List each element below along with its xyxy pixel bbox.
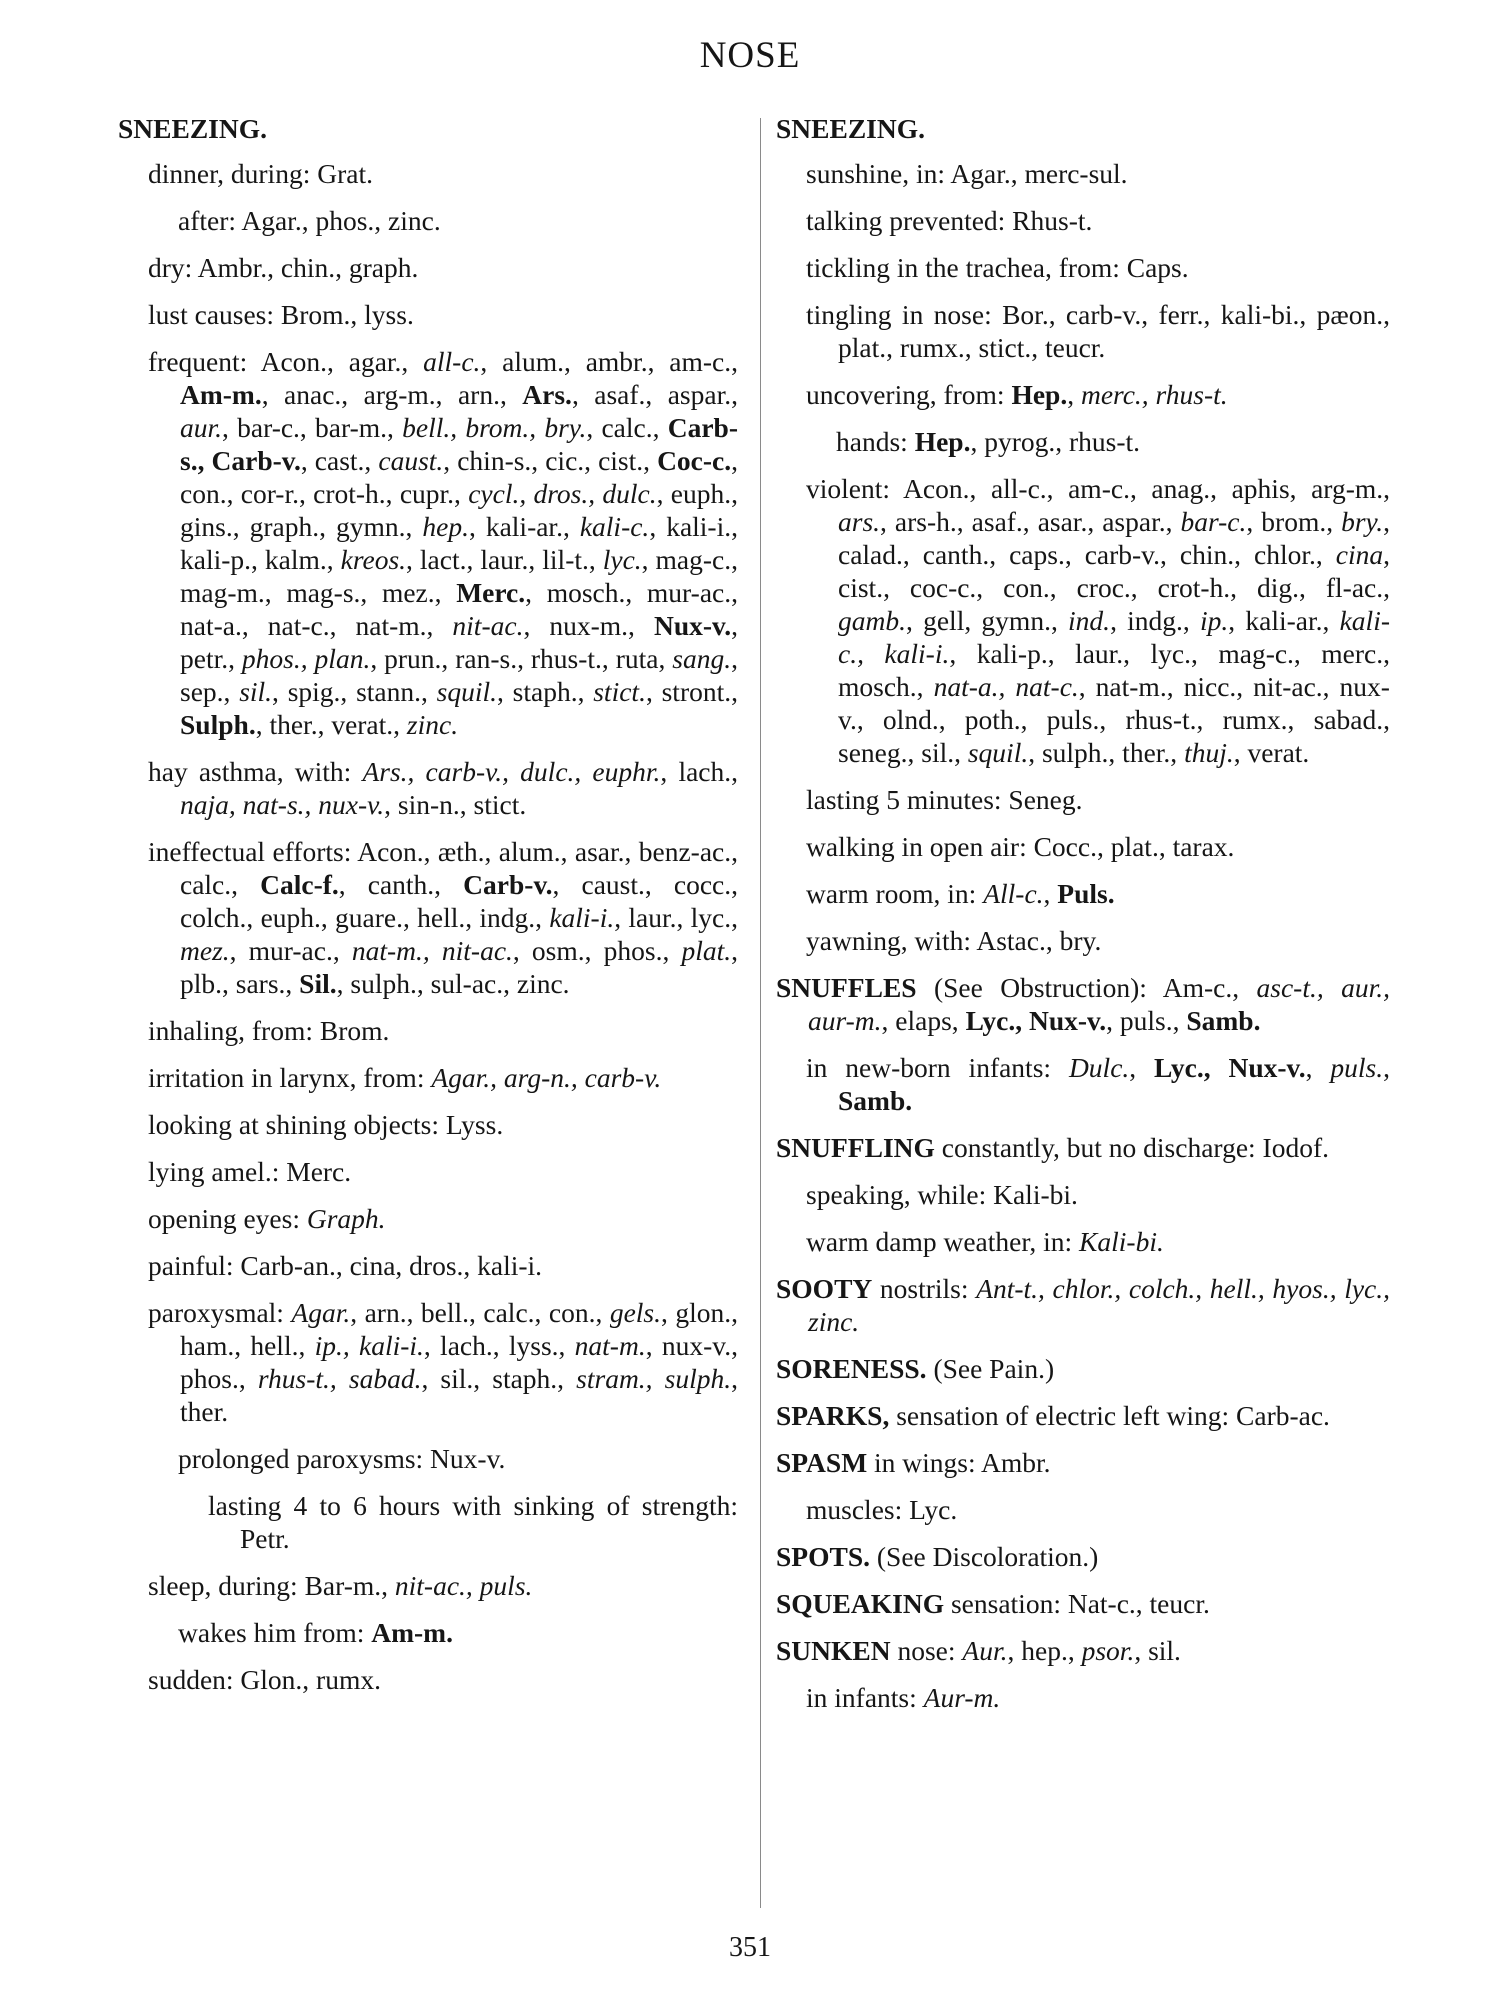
sub-rubric-entry: hay asthma, with: Ars., carb-v., dulc., euphr., lach., naja, nat-s., nux-v., sin-n., stict. <box>148 756 738 820</box>
rubric-entry: SPASM in wings: Ambr. <box>776 1447 1051 1478</box>
right-column <box>776 112 1390 1728</box>
sub-rubric-entry: violent: Acon., all-c., am-c., anag., aphis, arg-m., ars., ars-h., asaf., asar., aspar., bar-c., brom., bry., calad., canth., caps., carb-v., chin., chlor., cina, cist., coc-c., con., croc., crot-h., dig., fl-ac., gamb., gell, gymn., ind., indg., ip., kali-ar., kali-c., kali-i., kali-p., laur., lyc., mag-c., merc., mosch., nat-a., nat-c., nat-m., nicc., nit-ac., nux-v., olnd., poth., puls., rhus-t., rumx., sabad., seneg., sil., squil., sulph., ther., thuj., verat. <box>806 473 1390 768</box>
sub-rubric-entry: lust causes: Brom., lyss. <box>148 299 414 330</box>
sub-rubric-entry: warm room, in: All-c., Puls. <box>806 878 1115 909</box>
sub-rubric-entry: lying amel.: Merc. <box>148 1156 352 1187</box>
sub-rubric-entry: muscles: Lyc. <box>806 1494 958 1525</box>
right-entries <box>776 157 1390 1714</box>
sub-rubric-entry: irritation in larynx, from: Agar., arg-n., carb-v. <box>148 1062 662 1093</box>
rubric-entry: SPOTS. (See Discoloration.) <box>776 1541 1099 1572</box>
sub-rubric-entry: sleep, during: Bar-m., nit-ac., puls. <box>148 1570 533 1601</box>
sub-rubric-entry: dinner, during: Grat. <box>148 158 373 189</box>
section-heading: SNEEZING. <box>118 113 268 144</box>
column-divider <box>760 118 761 1908</box>
sub-rubric-entry: hands: Hep., pyrog., rhus-t. <box>836 426 1141 457</box>
sub-rubric-entry: after: Agar., phos., zinc. <box>178 205 441 236</box>
sub-rubric-entry: lasting 5 minutes: Seneg. <box>806 784 1083 815</box>
sub-rubric-entry: tickling in the trachea, from: Caps. <box>806 252 1189 283</box>
sub-rubric-entry: talking prevented: Rhus-t. <box>806 205 1093 236</box>
running-head: NOSE <box>699 35 801 76</box>
sub-rubric-entry: wakes him from: Am-m. <box>178 1617 453 1648</box>
left-column <box>118 112 738 1710</box>
sub-rubric-entry: in new-born infants: Dulc., Lyc., Nux-v., puls., Samb. <box>806 1052 1390 1116</box>
sub-rubric-entry: ineffectual efforts: Acon., æth., alum., asar., benz-ac., calc., Calc-f., canth., Carb-v., caust., cocc., colch., euph., guare., hell., indg., kali-i., laur., lyc., mez., mur-ac., nat-m., nit-ac., osm., phos., plat., plb., sars., Sil., sulph., sul-ac., zinc. <box>148 836 738 999</box>
rubric-entry: SOOTY nostrils: Ant-t., chlor., colch., hell., hyos., lyc., zinc. <box>776 1273 1390 1337</box>
left-entries <box>118 157 738 1696</box>
sub-rubric-entry: painful: Carb-an., cina, dros., kali-i. <box>148 1250 543 1281</box>
sub-rubric-entry: lasting 4 to 6 hours with sinking of strength: Petr. <box>208 1490 738 1554</box>
sub-rubric-entry: frequent: Acon., agar., all-c., alum., ambr., am-c., Am-m., anac., arg-m., arn., Ars., asaf., aspar., aur., bar-c., bar-m., bell., brom., bry., calc., Carb-s., Carb-v., cast., caust., chin-s., cic., cist., Coc-c., con., cor-r., crot-h., cupr., cycl., dros., dulc., euph., gins., graph., gymn., hep., kali-ar., kali-c., kali-i., kali-p., kalm., kreos., lact., laur., lil-t., lyc., mag-c., mag-m., mag-s., mez., Merc., mosch., mur-ac., nat-a., nat-c., nat-m., nit-ac., nux-m., Nux-v., petr., phos., plan., prun., ran-s., rhus-t., ruta, sang., sep., sil., spig., stann., squil., staph., stict., stront., Sulph., ther., verat., zinc. <box>148 346 739 740</box>
sub-rubric-entry: yawning, with: Astac., bry. <box>806 925 1102 956</box>
rubric-entry: SPARKS, sensation of electric left wing: Carb-ac. <box>776 1400 1330 1431</box>
page-number: 351 <box>729 1932 771 1963</box>
sub-rubric-entry: paroxysmal: Agar., arn., bell., calc., con., gels., glon., ham., hell., ip., kali-i., lach., lyss., nat-m., nux-v., phos., rhus-t., sabad., sil., staph., stram., sulph., ther. <box>148 1297 739 1427</box>
rubric-entry: SNUFFLING constantly, but no discharge: Iodof. <box>776 1132 1329 1163</box>
sub-rubric-entry: in infants: Aur-m. <box>806 1682 1001 1713</box>
sub-rubric-entry: inhaling, from: Brom. <box>148 1015 390 1046</box>
sub-rubric-entry: warm damp weather, in: Kali-bi. <box>806 1226 1164 1257</box>
sub-rubric-entry: opening eyes: Graph. <box>148 1203 386 1234</box>
sub-rubric-entry: looking at shining objects: Lyss. <box>148 1109 504 1140</box>
sub-rubric-entry: tingling in nose: Bor., carb-v., ferr., kali-bi., pæon., plat., rumx., stict., teucr. <box>806 299 1390 363</box>
sub-rubric-entry: sudden: Glon., rumx. <box>148 1664 381 1695</box>
rubric-entry: SNUFFLES (See Obstruction): Am-c., asc-t., aur., aur-m., elaps, Lyc., Nux-v., puls., Samb. <box>776 972 1390 1036</box>
sub-rubric-entry: speaking, while: Kali-bi. <box>806 1179 1078 1210</box>
sub-rubric-entry: sunshine, in: Agar., merc-sul. <box>806 158 1128 189</box>
sub-rubric-entry: prolonged paroxysms: Nux-v. <box>178 1443 506 1474</box>
sub-rubric-entry: dry: Ambr., chin., graph. <box>148 252 419 283</box>
sub-rubric-entry: uncovering, from: Hep., merc., rhus-t. <box>806 379 1228 410</box>
rubric-entry: SORENESS. (See Pain.) <box>776 1353 1055 1384</box>
rubric-entry: SUNKEN nose: Aur., hep., psor., sil. <box>776 1635 1181 1666</box>
section-heading: SNEEZING. <box>776 113 926 144</box>
sub-rubric-entry: walking in open air: Cocc., plat., tarax. <box>806 831 1235 862</box>
rubric-entry: SQUEAKING sensation: Nat-c., teucr. <box>776 1588 1210 1619</box>
